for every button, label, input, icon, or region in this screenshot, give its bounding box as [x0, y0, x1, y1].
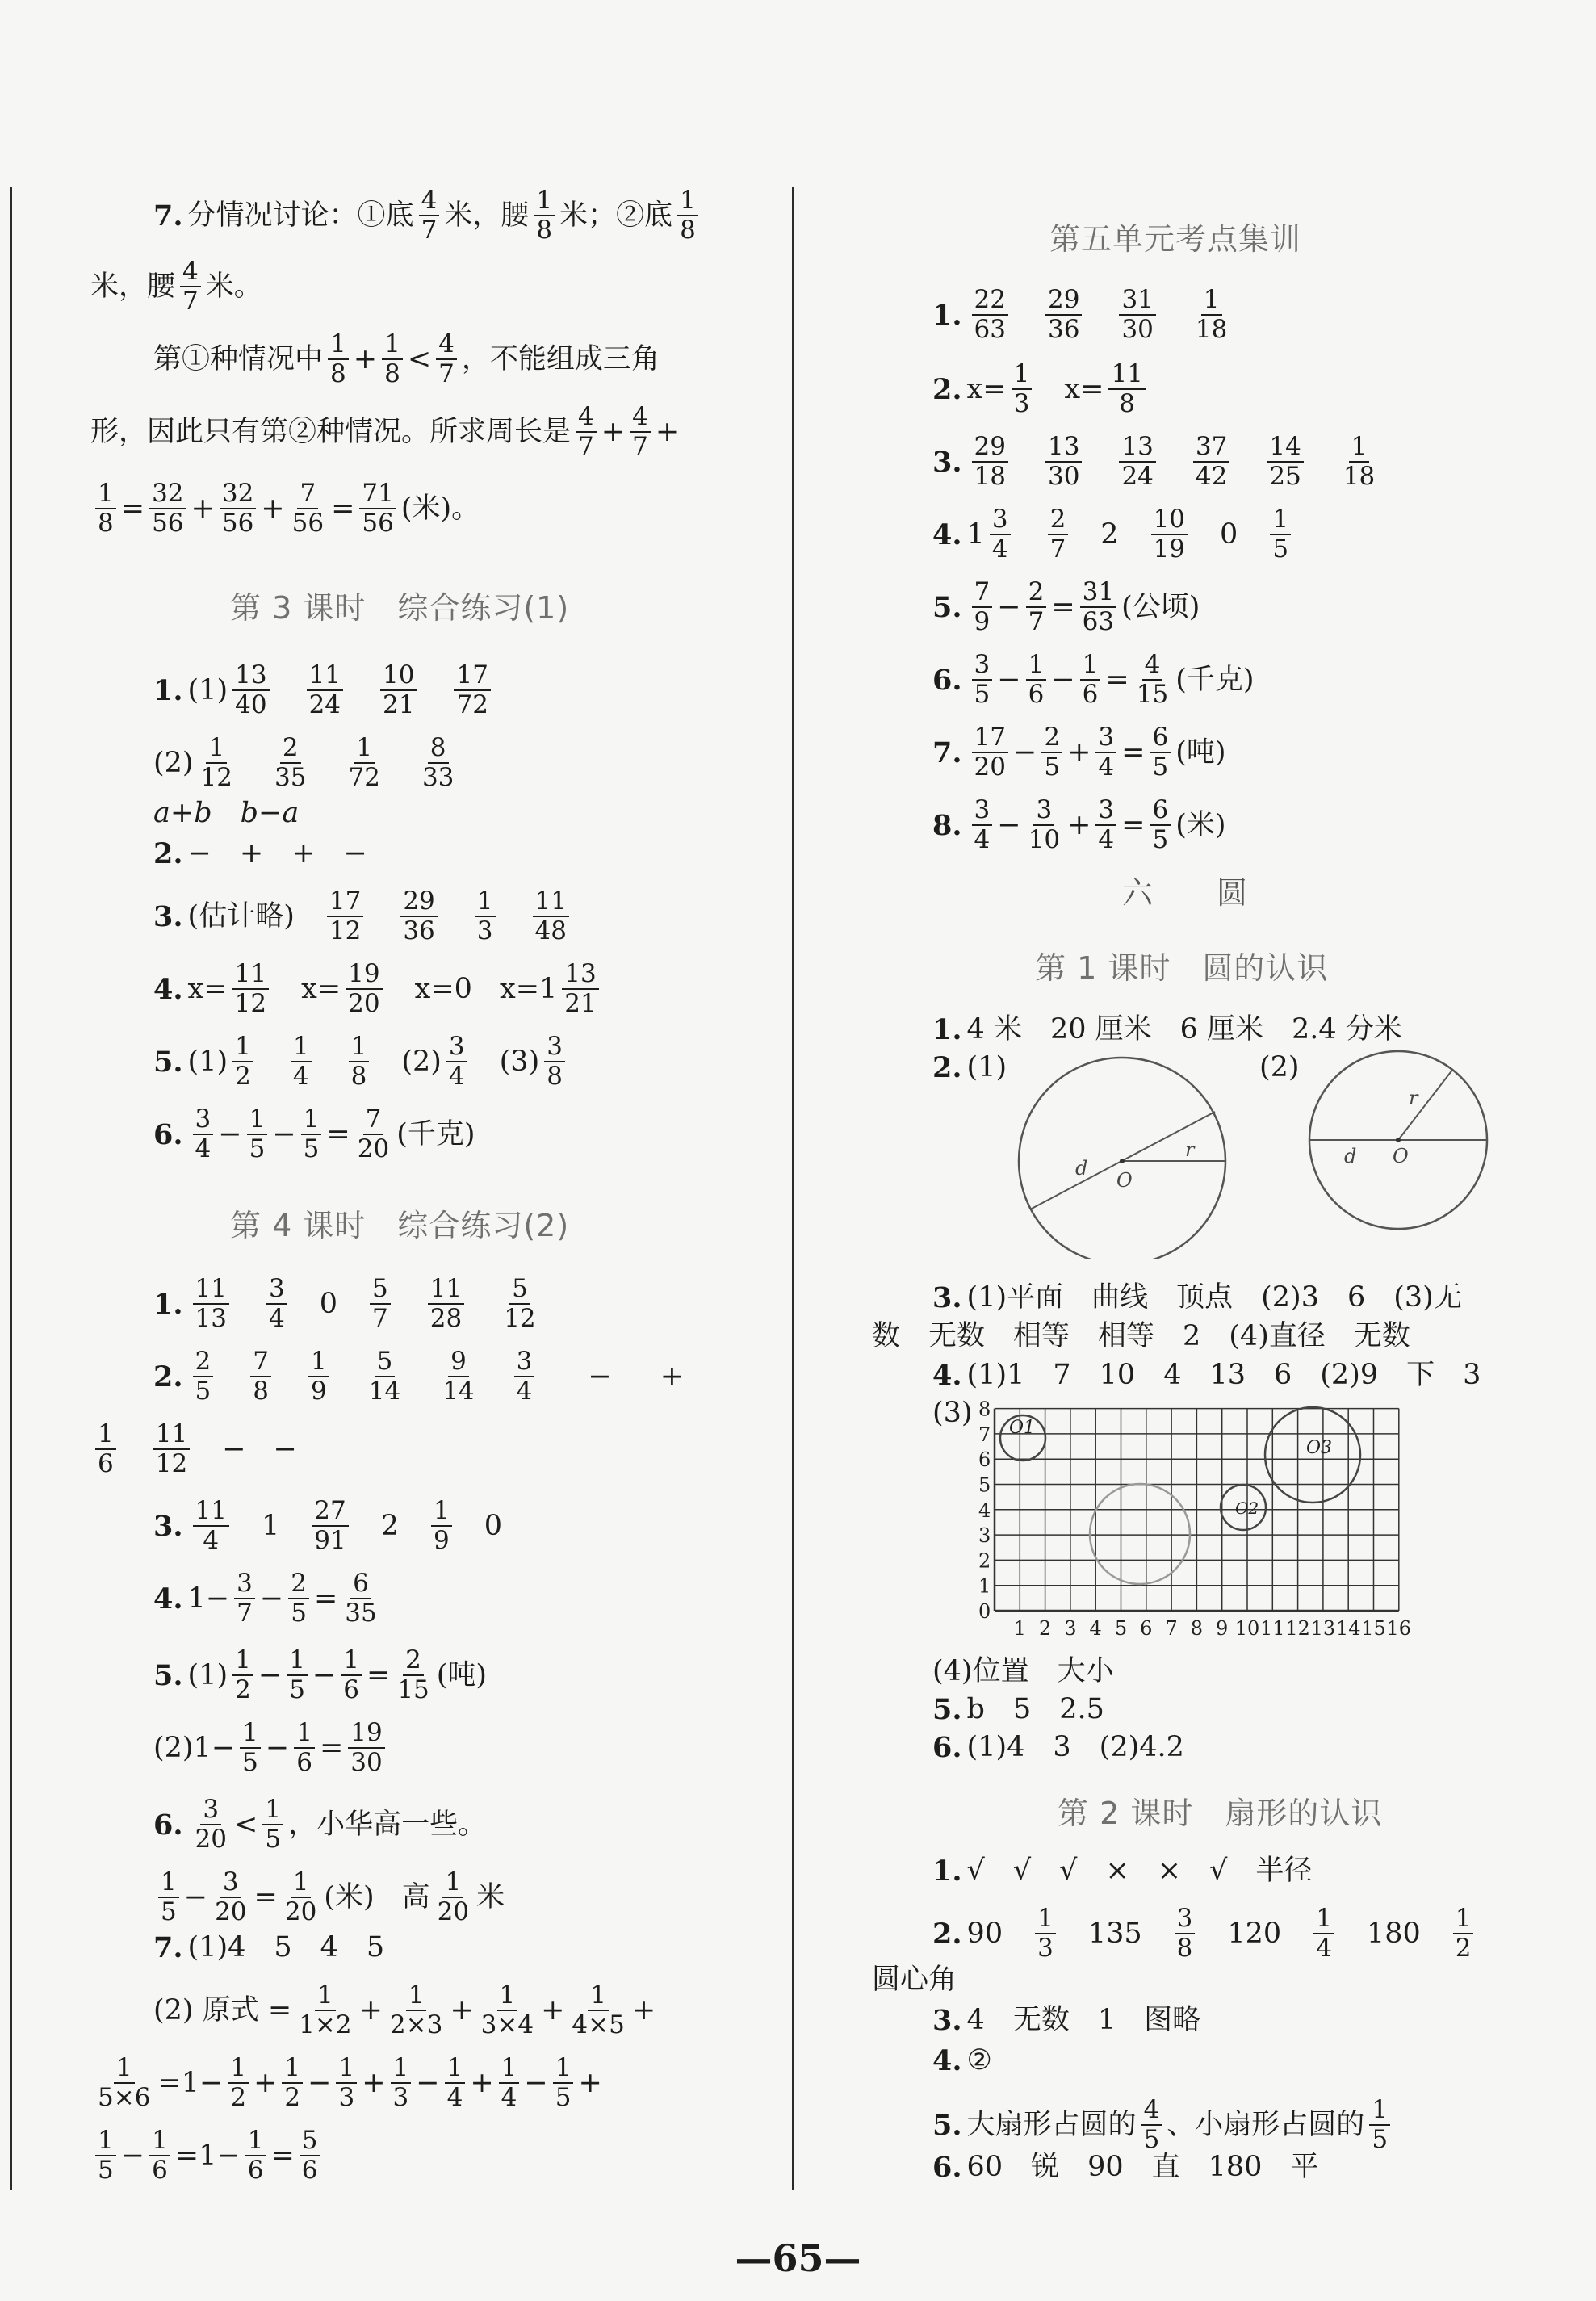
u6l2-q5: 5. 大扇形占圆的 $\frac{4}{5}$ 、小扇形占圆的 $\frac{1}{5}$: [932, 2097, 1395, 2154]
fraction: $\frac{2}{15}$: [397, 1645, 429, 1705]
fraction: $\frac{11}{28}$: [428, 1276, 464, 1333]
fraction: $\frac{1}{2}$: [1453, 1905, 1474, 1963]
l3-q1b: (2) $\frac{1}{12}$ $\frac{2}{35}$ $\frac{1}{72}$ $\frac{8}{33}$: [153, 735, 461, 792]
u5-q6: 6. $\frac{3}{5}$ − $\frac{1}{6}$ − $\frac{1}{6}$ = $\frac{4}{15}$ (千克): [932, 650, 1255, 710]
fraction: $\frac{1}{6}$: [1080, 652, 1101, 709]
fraction: $\frac{1}{8}$: [382, 331, 403, 388]
u6l2-q4: 4. ②: [932, 2044, 992, 2077]
grid-x-tick: 3: [1064, 1617, 1077, 1640]
fraction: $\frac{3}{8}$: [1175, 1905, 1196, 1963]
page-number: —65—: [735, 2236, 861, 2280]
fraction: $\frac{1}{5}$: [247, 1106, 268, 1163]
fraction: $\frac{7}{9}$: [972, 579, 993, 636]
fraction: $\frac{1}{3}$: [391, 2055, 412, 2112]
fraction: $\frac{1}{3}$: [1035, 1905, 1056, 1963]
fraction: $\frac{9}{14}$: [442, 1347, 475, 1406]
grid-x-tick: 14: [1335, 1617, 1361, 1640]
fraction: $\frac{4}{7}$: [180, 258, 201, 316]
fraction: $\frac{29}{36}$: [1045, 287, 1082, 344]
fraction: $\frac{1}{5}$: [95, 2127, 116, 2185]
fraction: $\frac{1}{6}$: [1026, 652, 1047, 709]
fraction: $\frac{4}{5}$: [1141, 2097, 1162, 2154]
l3-q5: 5. (1) $\frac{1}{2}$ $\frac{1}{4}$ $\frac{1}{8}$ (2) $\frac{3}{4}$ (3) $\frac{3}{8}$: [153, 1033, 570, 1091]
fraction: $\frac{14}{25}$: [1267, 434, 1303, 491]
fraction: $\frac{17}{72}$: [454, 662, 490, 719]
l3-q6: 6. $\frac{3}{4}$ − $\frac{1}{5}$ − $\frac{1}{5}$ = $\frac{7}{20}$ (千克): [153, 1104, 475, 1164]
fraction: $\frac{3}{4}$: [1095, 724, 1116, 782]
grid-x-tick: 11: [1260, 1617, 1285, 1640]
radius-label: r: [1409, 1087, 1418, 1109]
fraction: $\frac{11}{4}$: [193, 1498, 229, 1555]
fraction: $\frac{3}{10}$: [1028, 795, 1061, 855]
fraction: $\frac{1}{5}$: [158, 1869, 179, 1926]
grid-y-tick: 2: [978, 1549, 991, 1573]
fraction: $\frac{11}{12}$: [232, 961, 269, 1018]
fraction: $\frac{3}{5}$: [972, 652, 993, 709]
fraction: $\frac{2}{5}$: [193, 1348, 214, 1406]
u6-q3a: 3. (1)平面 曲线 顶点 (2)3 6 (3)无: [932, 1281, 1462, 1314]
fraction: $\frac{17}{20}$: [972, 724, 1008, 782]
fraction: $\frac{10}{21}$: [380, 662, 417, 719]
fraction: $\frac{8}{33}$: [421, 733, 455, 793]
fraction: $\frac{1}{3}$: [336, 2055, 357, 2112]
grid-x-tick: 4: [1089, 1617, 1102, 1640]
fraction: $\frac{4}{7}$: [419, 187, 440, 245]
fraction: $\frac{4}{7}$: [630, 404, 651, 461]
fraction: $\frac{3}{20}$: [215, 1867, 247, 1927]
u6-q2-part2-label: (2): [1259, 1051, 1300, 1083]
fraction: $\frac{1}{4}$: [291, 1033, 312, 1091]
fraction: $\frac{1}{3\times 4}$: [480, 1980, 534, 2040]
fraction: $\frac{4}{7}$: [436, 331, 457, 388]
fraction: $\frac{3}{4}$: [990, 506, 1011, 564]
fraction: $\frac{1}{8}$: [677, 187, 698, 245]
grid-x-tick: 1: [1013, 1617, 1026, 1640]
fraction: $\frac{1}{4}$: [445, 2055, 466, 2112]
grid-x-labels: [1014, 1617, 1411, 1640]
fraction: $\frac{1}{2}$: [232, 1647, 253, 1704]
fraction: $\frac{6}{35}$: [345, 1569, 377, 1628]
grid-y-tick: 4: [978, 1498, 991, 1522]
fraction: $\frac{1}{8}$: [349, 1033, 370, 1091]
fraction: $\frac{11}{12}$: [153, 1421, 190, 1478]
l4-q6a: 6. $\frac{3}{20}$ < $\frac{1}{5}$ ，小华高一些。: [153, 1795, 487, 1855]
fraction: $\frac{1}{5}$: [301, 1106, 322, 1163]
fraction: $\frac{6}{5}$: [1150, 724, 1171, 782]
l4-q1: 1. $\frac{11}{13}$ $\frac{3}{4}$ 0 $\frac{5}{7}$ $\frac{11}{28}$ $\frac{5}{12}$: [153, 1276, 543, 1333]
fraction: $\frac{1}{5}$: [1270, 506, 1291, 564]
fraction: $\frac{13}{24}$: [1119, 434, 1155, 491]
l4-q7a: 7. (1)4 5 4 5: [153, 1931, 385, 1964]
fraction: $\frac{1}{3}$: [1012, 361, 1033, 418]
fraction: $\frac{6}{5}$: [1150, 797, 1171, 854]
l3-q1c: a+b b−a: [153, 797, 300, 829]
fraction: $\frac{17}{12}$: [327, 888, 363, 945]
u5-q7: 7. $\frac{17}{20}$ − $\frac{2}{5}$ + $\frac{3}{4}$ = $\frac{6}{5}$ (吨): [932, 723, 1226, 782]
fraction: $\frac{32}{56}$: [220, 480, 256, 538]
grid-x-tick: 15: [1361, 1617, 1386, 1640]
l4-q6b: $\frac{1}{5}$ − $\frac{3}{20}$ = $\frac{1}{20}$ (米) 高 $\frac{1}{20}$ 米: [153, 1869, 505, 1926]
fraction: $\frac{1}{4}$: [1313, 1905, 1334, 1963]
grid-x-tick: 7: [1165, 1617, 1178, 1640]
lesson4-heading: 第 4 课时 综合练习(2): [230, 1208, 570, 1243]
fraction: $\frac{32}{56}$: [149, 480, 186, 538]
radius-label: r: [1185, 1138, 1195, 1161]
fraction: $\frac{13}{40}$: [232, 662, 269, 719]
grid-y-tick: 0: [978, 1600, 991, 1623]
fraction: $\frac{1}{5\times 6}$: [98, 2053, 151, 2113]
circle-diagram-1: [1019, 1058, 1225, 1259]
l4-q2b: $\frac{1}{6}$ $\frac{11}{12}$ − −: [90, 1421, 297, 1478]
l3-q3: 3. (估计略) $\frac{17}{12}$ $\frac{29}{36}$ $\frac{1}{3}$ $\frac{11}{48}$: [153, 888, 574, 945]
fraction: $\frac{1}{5}$: [240, 1720, 261, 1777]
q7-line4: 形，因此只有第②种情况。所求周长是 $\frac{4}{7}$ + $\frac{4}{7}$ +: [90, 402, 680, 462]
l4-q7d: $\frac{1}{5}$ − $\frac{1}{6}$ =1− $\frac{1}{6}$ = $\frac{5}{6}$: [90, 2127, 325, 2185]
diameter-label: d: [1075, 1157, 1088, 1180]
fraction: $\frac{2}{5}$: [288, 1570, 309, 1628]
fraction: $\frac{7}{56}$: [291, 479, 325, 539]
q7-line5: $\frac{1}{8}$ = $\frac{32}{56}$ + $\frac{32}{56}$ + $\frac{7}{56}$ = $\frac{71}{56}$ (米)。: [90, 480, 480, 538]
fraction: $\frac{1}{5}$: [262, 1796, 283, 1854]
l4-q2a: 2. $\frac{2}{5}$ $\frac{7}{8}$ $\frac{1}{9}$ $\frac{5}{14}$ $\frac{9}{14}$ $\frac{3}{4}$ − +: [153, 1347, 685, 1406]
grid-x-tick: 6: [1140, 1617, 1153, 1640]
u6-q3b: 数 无数 相等 相等 2 (4)直径 无数: [872, 1320, 1410, 1352]
fraction: $\frac{1}{6}$: [245, 2127, 266, 2185]
fraction: $\frac{2}{5}$: [1041, 724, 1062, 782]
fraction: $\frac{1}{20}$: [284, 1867, 317, 1927]
circle-diagrams: [1001, 1050, 1502, 1259]
u6-q4b: (3): [932, 1397, 973, 1429]
coordinate-grid: [969, 1393, 1421, 1643]
fraction: $\frac{1}{4}$: [499, 2055, 520, 2112]
fraction: $\frac{1}{6}$: [95, 1421, 116, 1478]
fraction: $\frac{5}{14}$: [368, 1347, 401, 1406]
grid-y-tick: 5: [978, 1473, 991, 1497]
grid-y-tick: 1: [978, 1574, 991, 1598]
fraction: $\frac{3}{20}$: [195, 1795, 227, 1855]
l4-q5a: 5. (1) $\frac{1}{2}$ − $\frac{1}{5}$ − $\frac{1}{6}$ = $\frac{2}{15}$ (吨): [153, 1645, 488, 1705]
u6l2-q2b: 圆心角: [872, 1964, 957, 1996]
q7-line1: 7. 分情况讨论：①底 $\frac{4}{7}$ 米，腰 $\frac{1}{8}$ 米；②底 $\frac{1}{8}$: [153, 187, 703, 245]
grid-y-tick: 6: [978, 1448, 991, 1472]
u5-q1: 1. $\frac{22}{63}$ $\frac{29}{36}$ $\frac{31}{30}$ $\frac{1}{18}$: [932, 287, 1234, 344]
center-column-rule: [792, 187, 794, 2190]
fraction: $\frac{29}{36}$: [400, 888, 437, 945]
label-o3: O3: [1306, 1438, 1333, 1458]
fraction: $\frac{11}{24}$: [307, 662, 343, 719]
fraction: $\frac{10}{19}$: [1151, 506, 1188, 564]
grid-y-tick: 3: [978, 1524, 991, 1548]
fraction: $\frac{7}{8}$: [250, 1348, 271, 1406]
grid-x-tick: 16: [1386, 1617, 1412, 1640]
u6-q4c: (4)位置 大小: [932, 1655, 1114, 1687]
fraction: $\frac{2}{35}$: [274, 733, 307, 793]
fraction: $\frac{1}{9}$: [308, 1348, 329, 1406]
fraction: $\frac{13}{30}$: [1045, 434, 1082, 491]
grid-y-tick: 7: [978, 1423, 991, 1446]
u6-q4a: 4. (1)1 7 10 4 13 6 (2)9 下 3: [932, 1359, 1481, 1392]
fraction: $\frac{2}{7}$: [1026, 579, 1047, 636]
fraction: $\frac{1}{5}$: [287, 1647, 308, 1704]
fraction: $\frac{1}{8}$: [328, 331, 349, 388]
fraction: $\frac{1}{2}$: [228, 2055, 249, 2112]
u5-q3: 3. $\frac{29}{18}$ $\frac{13}{30}$ $\frac{13}{24}$ $\frac{37}{42}$ $\frac{14}{25}$ $\frac{1}{18}$: [932, 434, 1382, 491]
fraction: $\frac{3}{4}$: [514, 1348, 535, 1406]
l3-q2: 2. − + + −: [153, 837, 367, 870]
fraction: $\frac{4}{15}$: [1136, 650, 1169, 710]
fraction: $\frac{19}{20}$: [346, 961, 382, 1018]
fraction: $\frac{31}{30}$: [1119, 287, 1155, 344]
u6l2-q1: 1. √ √ √ × × √ 半径: [932, 1855, 1313, 1888]
fraction: $\frac{1}{12}$: [200, 733, 233, 793]
fraction: $\frac{5}{12}$: [504, 1274, 536, 1334]
fraction: $\frac{1}{8}$: [95, 480, 116, 538]
grid-x-tick: 8: [1190, 1617, 1204, 1640]
l4-q5b: (2)1− $\frac{1}{5}$ − $\frac{1}{6}$ = $\frac{19}{30}$: [153, 1720, 390, 1777]
u5-q8: 8. $\frac{3}{4}$ − $\frac{3}{10}$ + $\frac{3}{4}$ = $\frac{6}{5}$ (米): [932, 795, 1226, 855]
q7-line2: 米，腰 $\frac{4}{7}$ 米。: [90, 257, 262, 316]
fraction: $\frac{3}{4}$: [972, 797, 993, 854]
fraction: $\frac{27}{91}$: [312, 1498, 348, 1555]
fraction: $\frac{19}{30}$: [348, 1720, 384, 1777]
fraction: $\frac{11}{13}$: [193, 1276, 229, 1333]
fraction: $\frac{2}{7}$: [1048, 506, 1069, 564]
q7-line3: 第①种情况中 $\frac{1}{8}$ + $\frac{1}{8}$ < $\frac{4}{7}$ ，不能组成三角: [153, 329, 660, 389]
grid-x-tick: 13: [1310, 1617, 1336, 1640]
u5-q5: 5. $\frac{7}{9}$ − $\frac{2}{7}$ = $\frac{31}{63}$ (公顷): [932, 577, 1200, 637]
fraction: $\frac{71}{56}$: [359, 480, 396, 538]
fraction: $\frac{1}{6}$: [341, 1647, 362, 1704]
grid-y-tick: 8: [978, 1398, 991, 1421]
fraction: $\frac{1}{8}$: [534, 187, 555, 245]
l3-q4: 4. x= $\frac{11}{12}$ x= $\frac{19}{20}$ x=0 x=1 $\frac{13}{21}$: [153, 961, 604, 1018]
l4-q7b: (2) 原式 = $\frac{1}{1\times 2}$ + $\frac{1}{2\times 3}$ + $\frac{1}{3\times 4}$ + $\frac{1}{4\times 5}$ +: [153, 1980, 656, 2040]
fraction: $\frac{1}{2\times 3}$: [389, 1980, 443, 2040]
diameter-label: d: [1344, 1145, 1357, 1167]
fraction: $\frac{1}{18}$: [1343, 432, 1376, 492]
fraction: $\frac{4}{7}$: [576, 404, 597, 461]
fraction: $\frac{31}{63}$: [1080, 579, 1116, 636]
label-o1: O1: [1009, 1418, 1036, 1438]
u6l2-q6: 6. 60 锐 90 直 180 平: [932, 2151, 1319, 2184]
u6-q2: 2. (1): [932, 1051, 1007, 1084]
fraction: $\frac{1}{5}$: [1369, 2097, 1390, 2154]
fraction: $\frac{1}{4\times 5}$: [572, 1980, 625, 2040]
grid-x-tick: 9: [1216, 1617, 1229, 1640]
circle-diagram-2: [1309, 1051, 1487, 1229]
fraction: $\frac{1}{6}$: [149, 2127, 170, 2185]
l3-q1a: 1. (1) $\frac{13}{40}$ $\frac{11}{24}$ $\frac{10}{21}$ $\frac{17}{72}$: [153, 662, 496, 719]
center-label: O: [1116, 1169, 1133, 1192]
fraction: $\frac{29}{18}$: [972, 434, 1008, 491]
u5-q4: 4. 1 $\frac{3}{4}$ $\frac{2}{7}$ 2 $\frac{10}{19}$ 0 $\frac{1}{5}$: [932, 506, 1296, 564]
center-label: O: [1393, 1145, 1409, 1167]
left-margin-rule: [10, 187, 12, 2190]
fraction: $\frac{7}{20}$: [357, 1104, 390, 1164]
fraction: $\frac{5}{7}$: [370, 1276, 391, 1333]
fraction: $\frac{3}{7}$: [234, 1570, 255, 1628]
fraction: $\frac{1}{5}$: [553, 2055, 574, 2112]
fraction: $\frac{13}{21}$: [562, 961, 598, 1018]
l4-q3: 3. $\frac{11}{4}$ 1 $\frac{27}{91}$ 2 $\frac{1}{9}$ 0: [153, 1496, 503, 1556]
fraction: $\frac{1}{2}$: [282, 2055, 303, 2112]
fraction: $\frac{11}{8}$: [1108, 361, 1145, 418]
grid-x-tick: 5: [1114, 1617, 1128, 1640]
fraction: $\frac{1}{2}$: [232, 1033, 253, 1091]
fraction: $\frac{1}{18}$: [1195, 285, 1228, 345]
fraction: $\frac{1}{1\times 2}$: [299, 1980, 352, 2040]
fraction: $\frac{11}{48}$: [533, 888, 569, 945]
u5-q2: 2. x= $\frac{1}{3}$ x= $\frac{11}{8}$: [932, 361, 1150, 418]
unit6-lesson2-heading: 第 2 课时 扇形的认识: [1058, 1796, 1383, 1831]
u6l2-q2: 2. 90 $\frac{1}{3}$ 135 $\frac{3}{8}$ 120 $\frac{1}{4}$ 180 $\frac{1}{2}$: [932, 1905, 1478, 1963]
lesson3-heading: 第 3 课时 综合练习(1): [230, 590, 570, 626]
fraction: $\frac{3}{4}$: [266, 1276, 287, 1333]
u6-q1: 1. 4 米 20 厘米 6 厘米 2.4 分米: [932, 1013, 1402, 1046]
l4-q4: 4. 1− $\frac{3}{7}$ − $\frac{2}{5}$ = $\frac{6}{35}$: [153, 1570, 384, 1628]
unit6-heading: 六 圆: [1122, 875, 1249, 911]
fraction: $\frac{3}{4}$: [193, 1106, 214, 1163]
label-o2: O2: [1235, 1498, 1259, 1518]
grid-lines: [995, 1409, 1399, 1611]
unit6-lesson1-heading: 第 1 课时 圆的认识: [1035, 950, 1329, 986]
circle-unlabeled: [1090, 1484, 1190, 1584]
fraction: $\frac{3}{4}$: [446, 1033, 467, 1091]
u6l2-q3: 3. 4 无数 1 图略: [932, 2004, 1201, 2037]
fraction: $\frac{5}{6}$: [300, 2127, 320, 2185]
fraction: $\frac{22}{63}$: [972, 287, 1008, 344]
grid-y-labels: [978, 1398, 991, 1623]
fraction: $\frac{37}{42}$: [1193, 434, 1229, 491]
fraction: $\frac{3}{8}$: [544, 1033, 565, 1091]
u6-q6: 6. (1)4 3 (2)4.2: [932, 1731, 1184, 1764]
fraction: $\frac{1}{72}$: [348, 733, 380, 793]
grid-x-tick: 12: [1285, 1617, 1310, 1640]
fraction: $\frac{1}{6}$: [294, 1720, 315, 1777]
fraction: $\frac{1}{9}$: [431, 1498, 452, 1555]
fraction: $\frac{1}{20}$: [437, 1867, 470, 1927]
u6-q5: 5. b 5 2.5: [932, 1693, 1104, 1726]
fraction: $\frac{1}{3}$: [475, 888, 496, 945]
unit5-heading: 第五单元考点集训: [1049, 221, 1302, 257]
grid-x-tick: 10: [1234, 1617, 1260, 1640]
fraction: $\frac{3}{4}$: [1095, 797, 1116, 854]
grid-x-tick: 2: [1038, 1617, 1052, 1640]
l4-q7c: $\frac{1}{5\times 6}$ =1− $\frac{1}{2}$ + $\frac{1}{2}$ − $\frac{1}{3}$ + $\frac{1}{3}$ − $\frac{1}{4}$ + $\frac{1}{4}$ − $\frac{1}{5}$ +: [90, 2055, 602, 2112]
